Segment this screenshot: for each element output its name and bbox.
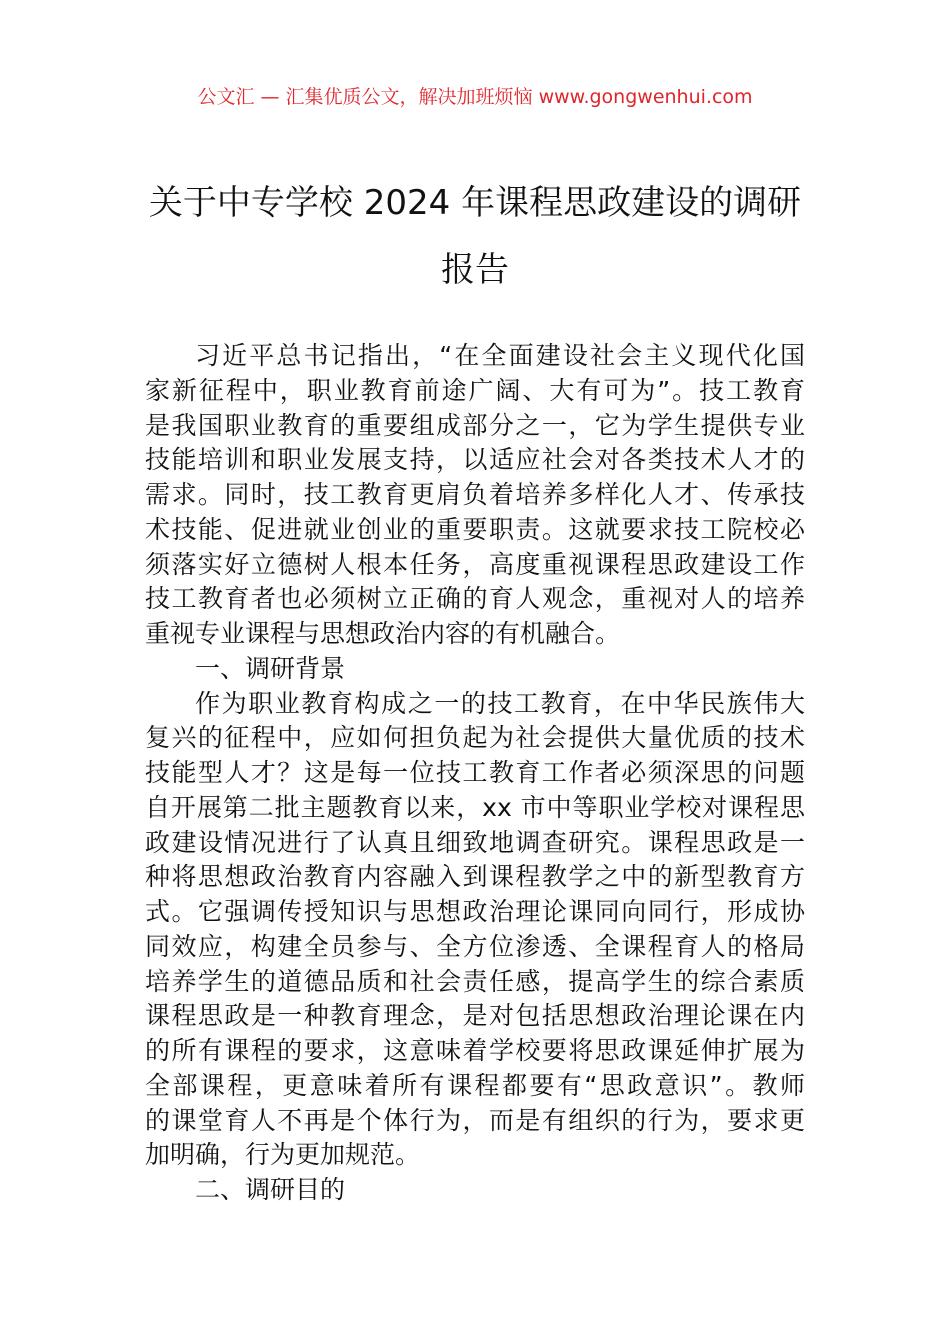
paragraph-line: 加明确，行为更加规范。: [145, 1140, 421, 1170]
paragraph-line: 技工教育者也必须树立正确的育人观念，重视对人的培养: [145, 584, 805, 614]
paragraph-line: 同效应，构建全员参与、全方位渗透、全课程育人的格局: [145, 931, 805, 961]
paragraph-line: 术技能、促进就业创业的重要职责。这就要求技工院校必: [145, 514, 805, 544]
paragraph-line: 习近平总书记指出，“在全面建设社会主义现代化国: [195, 341, 805, 370]
paragraph-line: 是我国职业教育的重要组成部分之一，它为学生提供专业: [145, 410, 805, 440]
paragraph-line: 复兴的征程中，应如何担负起为社会提供大量优质的技术: [145, 723, 805, 753]
paragraph-line: 政建设情况进行了认真且细致地调查研究。课程思政是一: [145, 827, 805, 857]
paragraph: [145, 339, 805, 652]
paragraph-line: 种将思想政治教育内容融入到课程教学之中的新型教育方: [145, 862, 805, 892]
paragraph-line: 家新征程中，职业教育前途广阔、大有可为”。技工教育: [145, 375, 805, 405]
paragraph-line: 的所有课程的要求，这意味着学校要将思政课延伸扩展为: [145, 1036, 805, 1065]
paragraph: [145, 687, 805, 1174]
document-title-line-1: 关于中专学校 2024 年课程思政建设的调研: [148, 183, 802, 223]
paragraph-line: 自开展第二批主题教育以来，xx 市中等职业学校对课程思: [145, 792, 805, 822]
section-heading: [145, 652, 805, 687]
paragraph-line: 需求。同时，技工教育更肩负着培养多样化人才、传承技: [145, 480, 805, 509]
document-title: [100, 170, 850, 304]
paragraph-line: 课程思政是一种教育理念，是对包括思想政治理论课在内: [145, 1001, 805, 1031]
paragraph-line: 的课堂育人不再是个体行为，而是有组织的行为，要求更: [145, 1105, 805, 1135]
paragraph-line: 式。它强调传授知识与思想政治理论课同向同行，形成协: [145, 897, 805, 926]
section-heading: [145, 1173, 805, 1208]
paragraph-line: 培养学生的道德品质和社会责任感，提高学生的综合素质: [145, 966, 805, 996]
heading-text: 一、调研背景: [195, 653, 346, 683]
paragraph-line: 技能培训和职业发展支持，以适应社会对各类技术人才的: [145, 445, 805, 475]
document-title-line-2: 报告: [441, 250, 509, 290]
paragraph-line: 重视专业课程与思想政治内容的有机融合。: [145, 619, 621, 648]
heading-text: 二、调研目的: [195, 1175, 346, 1204]
watermark-banner: 公文汇 — 汇集优质公文，解决加班烦恼 www.gongwenhui.com: [197, 86, 753, 108]
paragraph-line: 全部课程，更意味着所有课程都要有“思政意识”。教师: [145, 1070, 805, 1100]
paragraph-line: 作为职业教育构成之一的技工教育，在中华民族伟大: [195, 688, 805, 718]
paragraph-line: 技能型人才？这是每一位技工教育工作者必须深思的问题: [145, 758, 805, 787]
paragraph-line: 须落实好立德树人根本任务，高度重视课程思政建设工作: [145, 549, 805, 579]
document-body: [145, 339, 805, 1208]
